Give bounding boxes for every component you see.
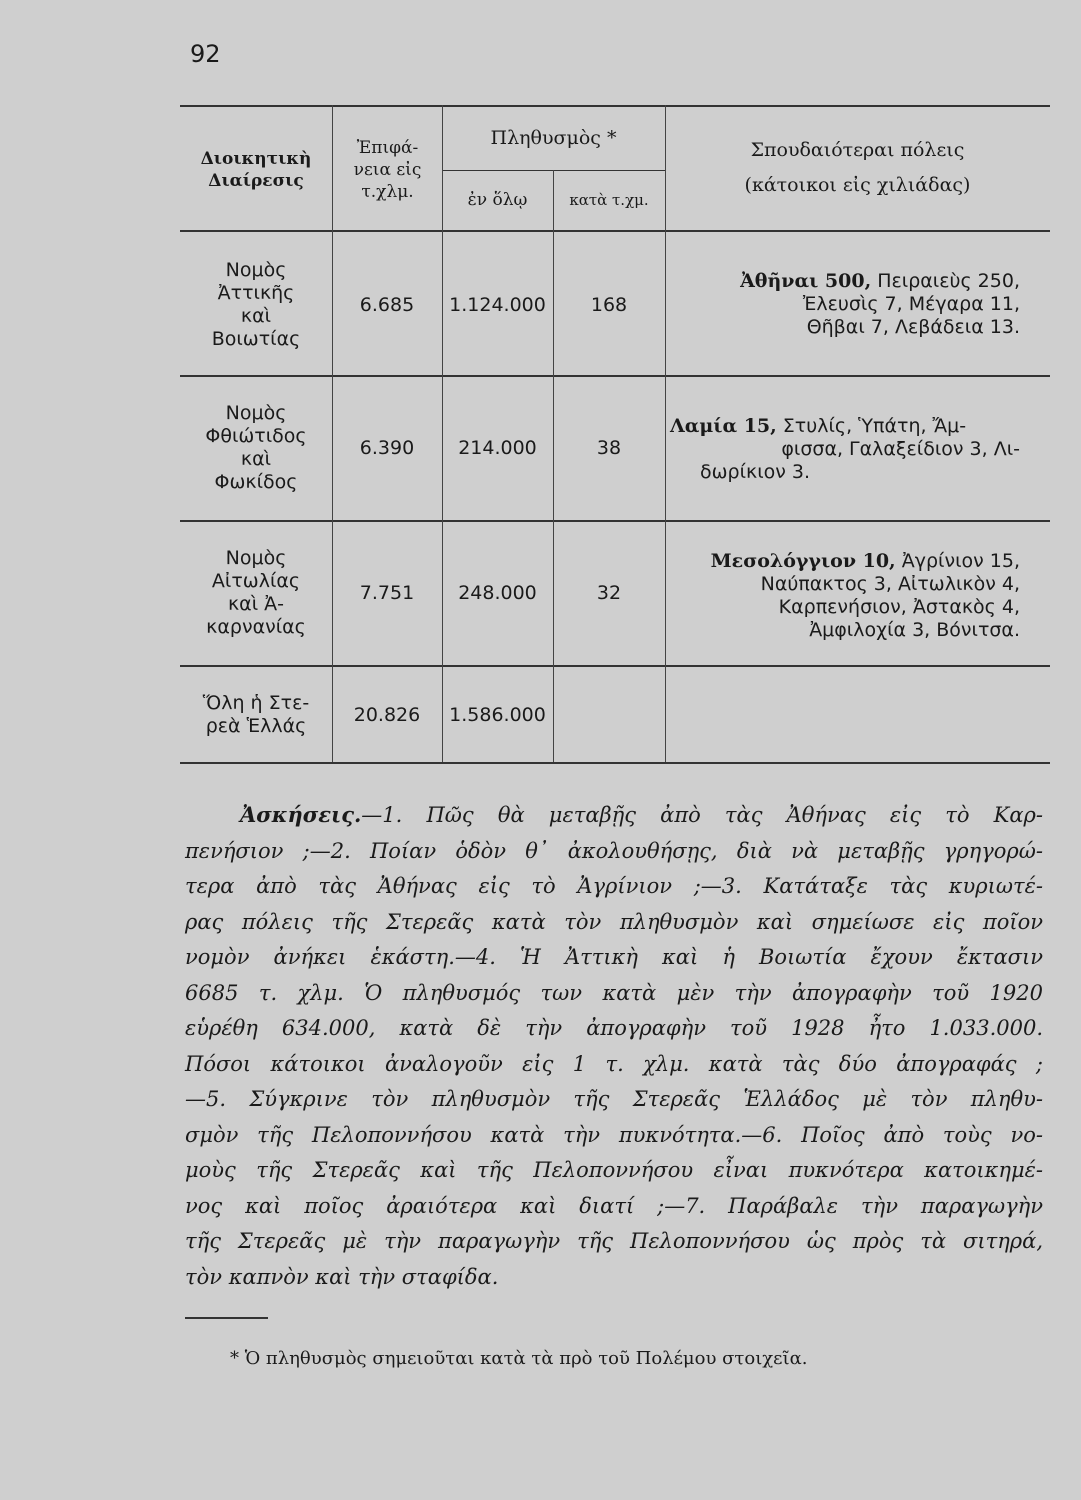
area-value: 6.685: [359, 293, 415, 316]
cities-line: Πειραιεὺς 250,: [871, 270, 1020, 292]
division-line: Ἀττικῆς: [217, 282, 295, 304]
row-rule: [180, 520, 1050, 522]
exercise-line: τῆς Στερεᾶς μὲ τὴν παραγωγὴν τῆς Πελοποννήσου ὡς πρὸς τὰ σιτηρά,: [185, 1229, 1043, 1253]
main-city: Μεσολόγγιον 10,: [710, 550, 896, 572]
header-cities: Σπουδαιότεραι πόλεις: [750, 139, 965, 161]
division-line: Νομὸς: [225, 259, 287, 281]
table-top-rule: [180, 105, 1050, 107]
exercises-title: Ἀσκήσεις.: [240, 802, 362, 827]
division-line: Βοιωτίας: [211, 328, 301, 350]
header-pop-density: κατὰ τ.χμ.: [569, 191, 649, 209]
cities-line: Ἐλευσὶς 7, Μέγαρα 11,: [802, 293, 1020, 315]
cities-line: Θῆβαι 7, Λεβάδεια 13.: [806, 316, 1020, 338]
pop-total-value: 1.586.000: [449, 703, 546, 726]
division-line: Νομὸς: [225, 547, 287, 569]
cities-line: Στυλίς, Ὑπάτη, Ἄμ-: [776, 415, 967, 437]
exercise-line: μοὺς τῆς Στερεᾶς καὶ τῆς Πελοποννήσου εἶναι πυκνότερα κατοικημέ-: [185, 1158, 1043, 1182]
pop-total-value: 214.000: [458, 436, 537, 459]
exercise-line: νομὸν ἀνήκει ἑκάστη.—4. Ἡ Ἀττικὴ καὶ ἡ Βοιωτία ἔχουν ἔκτασιν: [185, 945, 1043, 969]
header-division: Διοικητικὴ Διαίρεσις: [200, 149, 312, 191]
area-value: 6.390: [359, 436, 415, 459]
exercise-line: —1. Πῶς θὰ μεταβῇς ἀπὸ τὰς Ἀθήνας εἰς τὸ Καρ-: [361, 803, 1043, 827]
cities-line: Ἀγρίνιον 15,: [895, 550, 1020, 572]
division-line: Αἰτωλίας: [211, 570, 301, 592]
pop-density-value: 32: [596, 581, 622, 604]
column-rule: [665, 105, 666, 762]
cities-line: Ναύπακτος 3, Αἰτωλικὸν 4,: [760, 573, 1020, 595]
exercise-line: τὸν καπνὸν καὶ τὴν σταφίδα.: [185, 1264, 499, 1289]
pop-density-value: 168: [590, 293, 628, 316]
table-row-division: [180, 398, 332, 498]
main-city: Ἀθῆναι 500,: [740, 270, 872, 292]
area-value: 20.826: [353, 703, 421, 726]
division-line: Φωκίδος: [214, 471, 298, 493]
row-rule: [180, 375, 1050, 377]
division-line: καὶ: [240, 305, 272, 327]
exercise-line: —5. Σύγκρινε τὸν πληθυσμὸν τῆς Στερεᾶς Ἑλλάδος μὲ τὸν πληθυ-: [185, 1087, 1043, 1111]
division-line: Νομὸς: [225, 402, 287, 424]
exercise-line: τερα ἀπὸ τὰς Ἀθήνας εἰς τὸ Ἀγρίνιον ;—3. Κατάταξε τὰς κυριωτέ-: [185, 874, 1043, 898]
cities-line: φισσα, Γαλαξείδιον 3, Λι-: [781, 438, 1020, 460]
header-area: Ἐπιφά-νεια εἰς τ.χλμ.: [353, 138, 422, 202]
pop-density-value: 38: [596, 436, 622, 459]
cities-line: Καρπενήσιον, Ἀστακὸς 4,: [778, 596, 1020, 618]
cities-list: [670, 270, 1020, 339]
header-population: Πληθυσμὸς *: [490, 126, 617, 149]
main-city: Λαμία 15,: [670, 415, 777, 437]
cities-line: Ἀμφιλοχία 3, Βόνιτσα.: [809, 619, 1020, 641]
area-value: 7.751: [359, 581, 415, 604]
pop-total-value: 248.000: [458, 581, 537, 604]
division-line: καὶ Ἀ-: [227, 593, 285, 615]
footnote-rule: [185, 1317, 268, 1319]
division-line: καρνανίας: [206, 616, 306, 638]
header-cities-sub: (κάτοικοι εἰς χιλιάδας): [744, 174, 971, 196]
exercise-line: 6685 τ. χλμ. Ὁ πληθυσμός των κατὰ μὲν τὴν ἀπογραφὴν τοῦ 1920: [185, 980, 1043, 1005]
footnote: * Ὁ πληθυσμὸς σημειοῦται κατὰ τὰ πρὸ τοῦ Πολέμου στοιχεῖα.: [230, 1348, 808, 1369]
division-line: Ὅλη ἡ Στε-: [202, 692, 310, 714]
division-line: Φθιώτιδος: [205, 425, 307, 447]
header-pop-total: ἐν ὅλῳ: [467, 190, 528, 210]
division-line: καὶ: [240, 448, 272, 470]
cities-list: [670, 550, 1020, 642]
table-row-division: [180, 255, 332, 355]
exercise-line: εὑρέθη 634.000, κατὰ δὲ τὴν ἀπογραφὴν τοῦ 1928 ἦτο 1.033.000.: [185, 1016, 1043, 1040]
exercise-line: ρας πόλεις τῆς Στερεᾶς κατὰ τὸν πληθυσμὸν καὶ σημείωσε εἰς ποῖον: [185, 909, 1043, 934]
table-row-division: [180, 685, 332, 745]
exercise-line: Πόσοι κάτοικοι ἀναλογοῦν εἰς 1 τ. χλμ. κατὰ τὰς δύο ἀπογραφάς ;: [185, 1051, 1043, 1076]
exercises-block: [185, 797, 1043, 1295]
table-bottom-rule: [180, 762, 1050, 764]
exercise-line: σμὸν τῆς Πελοποννήσου κατὰ τὴν πυκνότητα.—6. Ποῖος ἀπὸ τοὺς νο-: [185, 1122, 1043, 1147]
page-number: 92: [190, 40, 221, 68]
table-row-division: [180, 543, 332, 643]
exercise-line: πενήσιον ;—2. Ποίαν ὁδὸν θ᾽ ἀκολουθήσῃς, διὰ νὰ μεταβῇς γρηγορώ-: [185, 838, 1043, 863]
pop-total-value: 1.124.000: [449, 293, 546, 316]
cities-line: δωρίκιον 3.: [700, 461, 811, 483]
header-bottom-rule: [180, 230, 1050, 232]
cities-list: [670, 415, 1020, 484]
row-rule: [180, 665, 1050, 667]
division-line: ρεὰ Ἑλλάς: [205, 715, 307, 737]
exercise-line: νος καὶ ποῖος ἀραιότερα καὶ διατί ;—7. Παράβαλε τὴν παραγωγὴν: [185, 1193, 1043, 1218]
